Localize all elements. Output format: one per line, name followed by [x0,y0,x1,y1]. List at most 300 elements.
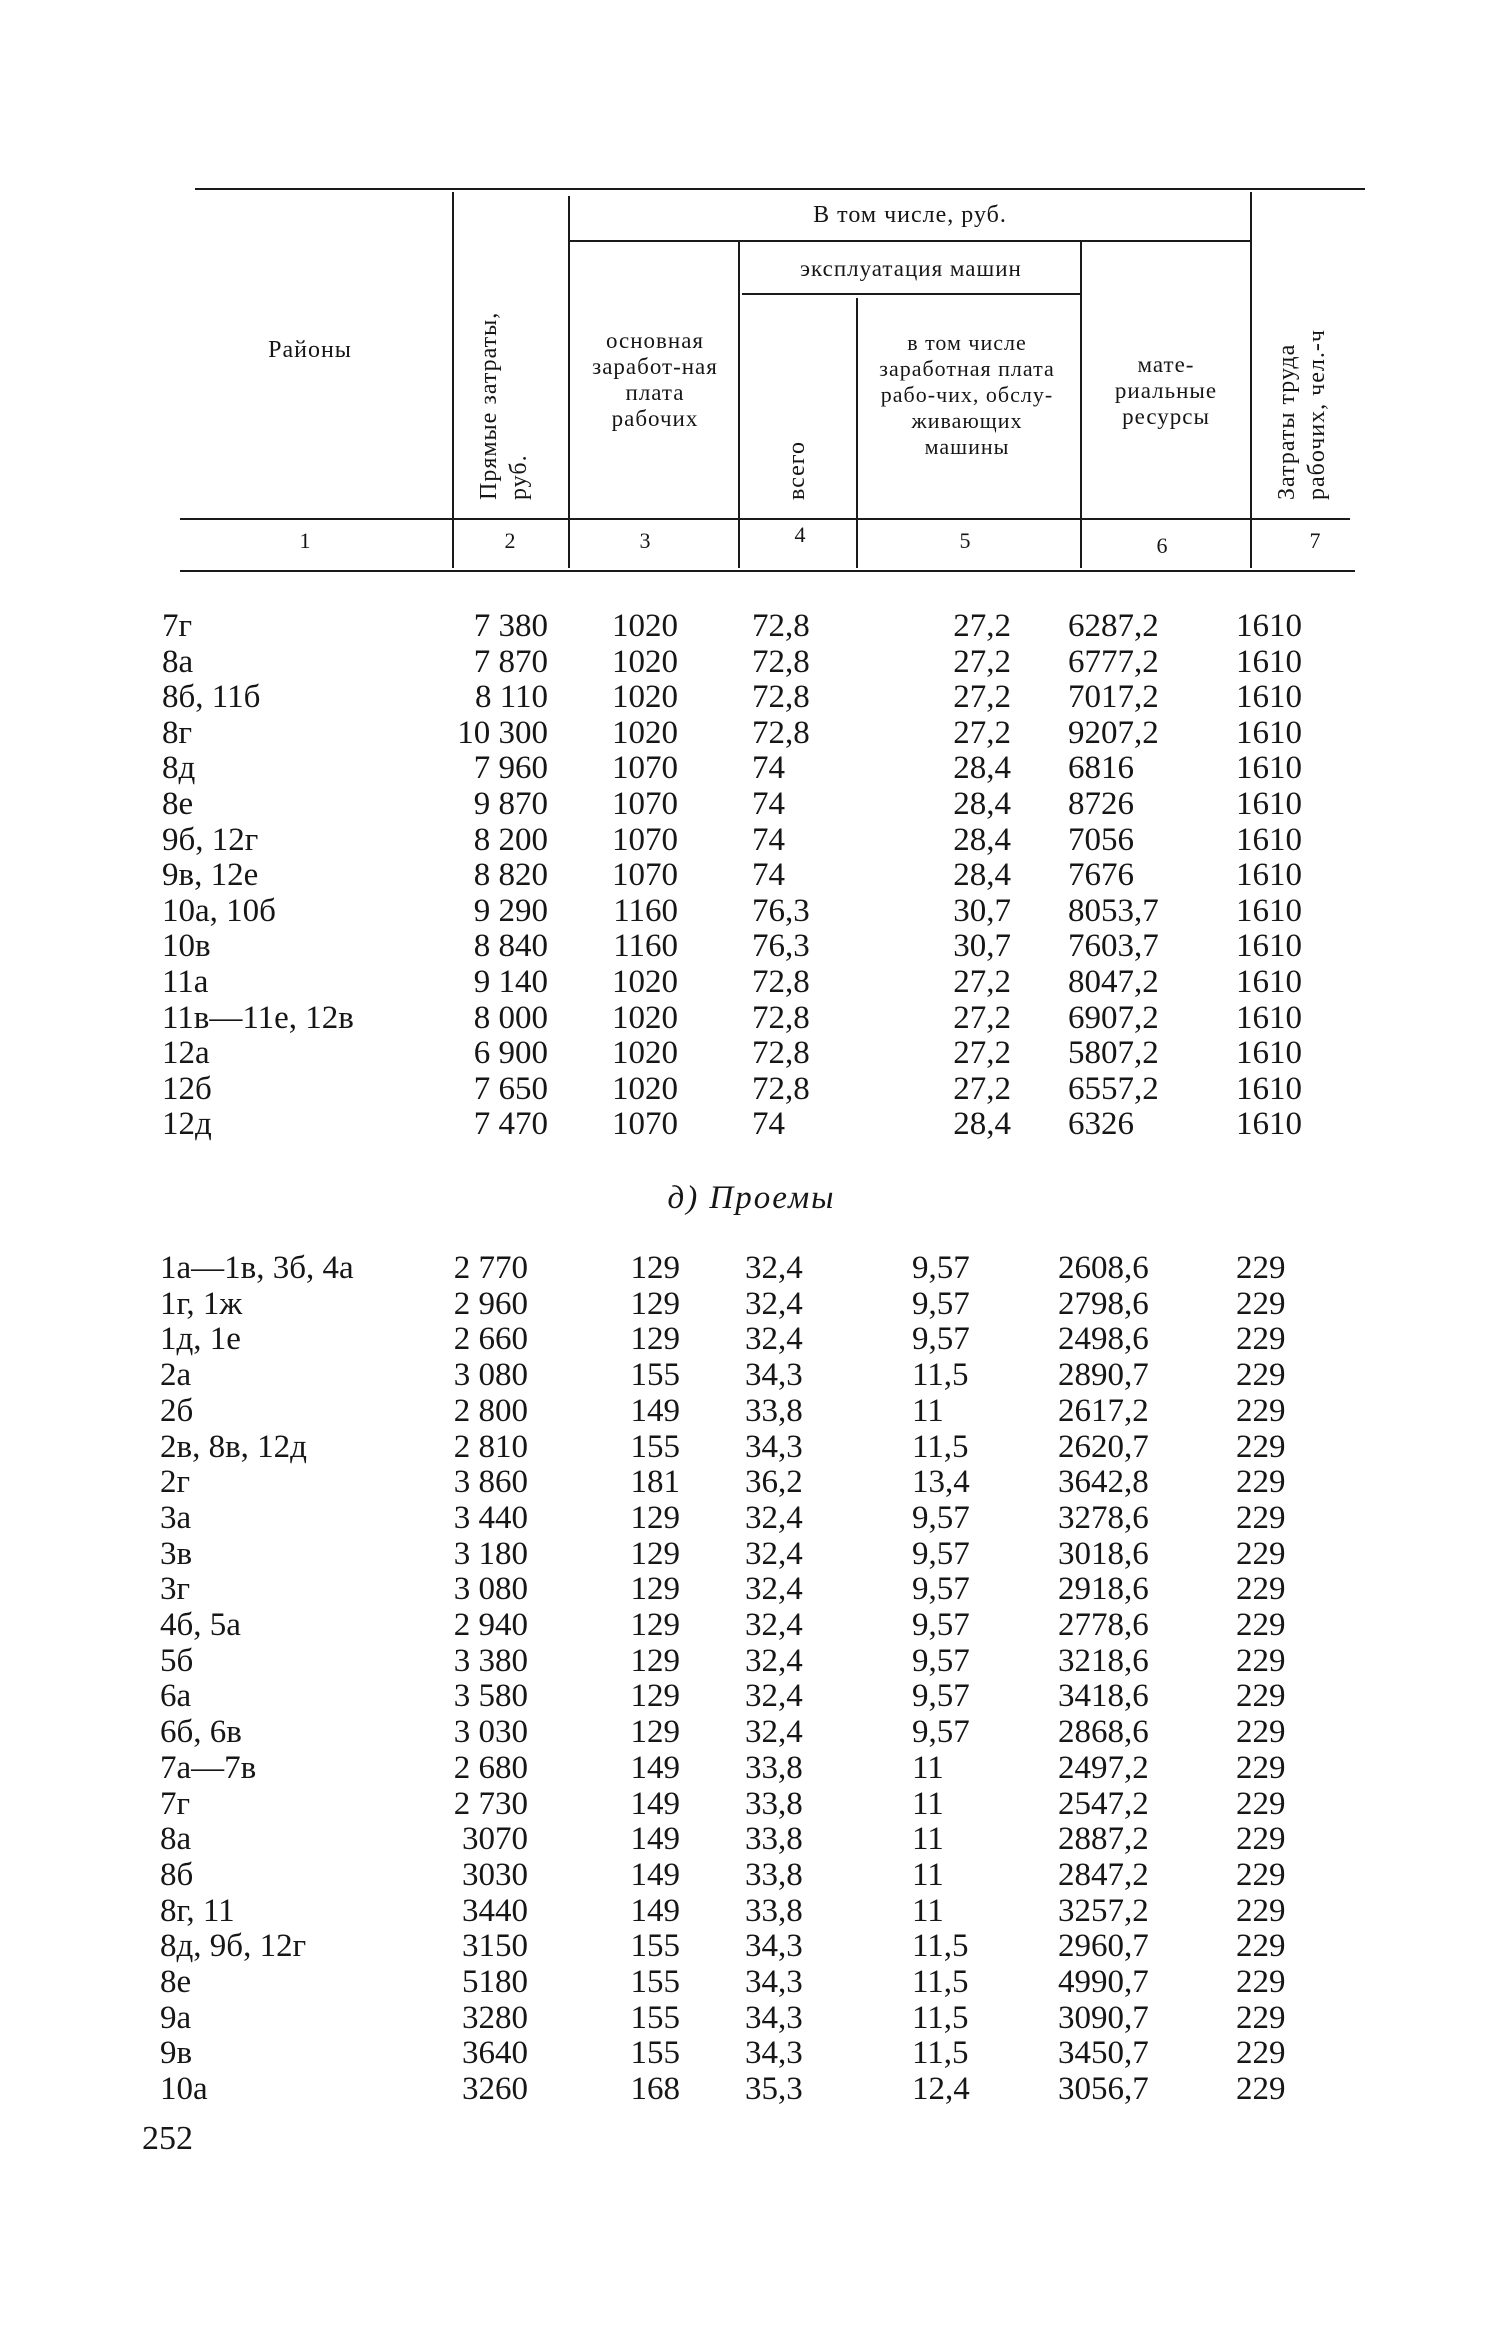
machine-total-cell: 72,8 [752,999,810,1036]
labor-cell: 1610 [1236,608,1302,644]
machine-wage-cell: 27,2 [953,1070,1011,1107]
table-row [0,2035,1503,2071]
direct-cost-cell: 8 200 [473,821,548,858]
direct-cost-cell: 5180 [462,1964,528,2000]
direct-cost-cell: 2 960 [453,1285,528,1322]
materials-cell: 2798,6 [1058,1285,1149,1322]
machine-wage-cell: 28,4 [953,750,1011,787]
machine-wage-cell: 9,57 [912,1321,970,1358]
direct-cost-cell: 7 960 [473,750,548,787]
machine-total-cell: 32,4 [745,1250,803,1286]
machine-total-cell: 32,4 [745,1571,803,1608]
district-cell: 9в, 12е [162,857,259,894]
direct-cost-cell: 3 080 [453,1357,528,1394]
labor-cell: 1610 [1236,999,1302,1036]
district-cell: 8г, 11 [160,1892,235,1929]
machine-total-cell: 74 [752,750,785,787]
base-wage-cell: 129 [630,1321,680,1358]
base-wage-heading: основная заработ-ная плата рабочих [592,328,718,431]
machine-total-cell: 74 [752,1106,785,1143]
machine-total-cell: 33,8 [745,1856,803,1893]
table-row [0,1928,1503,1964]
labor-cell: 1610 [1236,786,1302,822]
base-wage-cell: 149 [630,1749,680,1786]
labor-cell: 229 [1236,1571,1286,1608]
col-divider-5 [1080,242,1082,568]
labor-heading: Затраты труда рабочих, чел.-ч [1274,329,1330,500]
district-cell: 10в [162,928,211,965]
table-row [0,1500,1503,1536]
direct-cost-cell: 3 380 [453,1642,528,1679]
direct-cost-cell: 2 810 [453,1428,528,1465]
base-wage-cell: 129 [630,1250,680,1286]
district-cell: 9в [160,2035,193,2072]
materials-cell: 2887,2 [1058,1821,1149,1858]
district-cell: 1а—1в, 3б, 4а [160,1250,354,1286]
table-row [0,1714,1503,1750]
machine-wage-cell: 27,2 [953,643,1011,680]
col-divider-4 [856,298,858,568]
materials-cell: 2960,7 [1058,1928,1149,1965]
base-wage-cell: 155 [630,1999,680,2036]
labor-cell: 229 [1236,1607,1286,1643]
materials-cell: 2847,2 [1058,1856,1149,1893]
table-row [0,750,1503,786]
direct-cost-cell: 9 290 [473,892,548,929]
materials-cell: 2497,2 [1058,1749,1149,1786]
direct-cost-cell: 3 860 [453,1464,528,1501]
base-wage-cell: 1020 [612,679,678,716]
table-row [0,857,1503,893]
base-wage-cell: 155 [630,1428,680,1465]
district-cell: 8е [160,1964,192,2000]
materials-cell: 2778,6 [1058,1607,1149,1643]
machine-wage-heading: в том числе заработная плата рабо-чих, обслу-живающих машины [879,330,1055,459]
direct-cost-cell: 8 840 [473,928,548,965]
base-wage-cell: 1020 [612,714,678,751]
machine-total-cell: 32,4 [745,1535,803,1572]
machine-wage-cell: 27,2 [953,1035,1011,1072]
district-cell: 8б, 11б [162,679,261,716]
district-cell: 7а—7в [160,1749,257,1786]
materials-cell: 8047,2 [1068,964,1159,1000]
machine-total-cell: 34,3 [745,1999,803,2036]
district-cell: 11в—11е, 12в [162,999,354,1036]
table-row [0,2071,1503,2107]
direct-cost-cell: 3 180 [453,1535,528,1572]
materials-cell: 6326 [1068,1106,1134,1143]
machine-total-cell: 32,4 [745,1714,803,1751]
machine-wage-cell: 9,57 [912,1607,970,1643]
base-wage-cell: 129 [630,1535,680,1572]
table-row [0,2000,1503,2036]
labor-cell: 1610 [1236,1070,1302,1107]
table-row [0,822,1503,858]
labor-cell: 229 [1236,1499,1286,1536]
materials-cell: 6816 [1068,750,1134,787]
base-wage-cell: 1070 [612,857,678,894]
col-number: 2 [504,528,516,553]
labor-cell: 229 [1236,1321,1286,1358]
base-wage-cell: 129 [630,1714,680,1751]
district-cell: 8б [160,1856,194,1893]
base-wage-cell: 129 [630,1285,680,1322]
district-cell: 12а [162,1035,210,1072]
table-row [0,715,1503,751]
machine-wage-cell: 11,5 [912,1428,969,1465]
district-cell: 1г, 1ж [160,1285,243,1322]
labor-cell: 1610 [1236,643,1302,680]
table-row [0,1286,1503,1322]
direct-cost-cell: 3 440 [453,1499,528,1536]
district-cell: 2а [160,1357,192,1394]
district-cell: 2г [160,1464,191,1501]
materials-cell: 4990,7 [1058,1964,1149,2000]
machine-wage-cell: 27,2 [953,608,1011,644]
direct-cost-cell: 7 380 [473,608,548,644]
machine-wage-cell: 9,57 [912,1499,970,1536]
table-row [0,1429,1503,1465]
labor-cell: 229 [1236,1856,1286,1893]
table-row [0,964,1503,1000]
table-row [0,1393,1503,1429]
machine-total-cell: 32,4 [745,1285,803,1322]
district-cell: 3г [160,1571,191,1608]
machine-total-cell: 33,8 [745,1749,803,1786]
labor-cell: 1610 [1236,857,1302,894]
machine-total-cell: 34,3 [745,1357,803,1394]
col-number: 7 [1309,528,1321,553]
table-row [0,679,1503,715]
labor-cell: 1610 [1236,821,1302,858]
machine-total-cell: 76,3 [752,928,810,965]
machine-wage-cell: 27,2 [953,964,1011,1000]
machine-total-cell: 33,8 [745,1392,803,1429]
header-top-rule [195,188,1365,190]
base-wage-cell: 168 [630,2071,680,2108]
direct-cost-cell: 3 030 [453,1714,528,1751]
base-wage-cell: 149 [630,1821,680,1858]
table-row [0,928,1503,964]
machine-total-cell: 34,3 [745,1428,803,1465]
machine-wage-cell: 11 [912,1749,944,1786]
section-title: д) Проемы [667,1180,836,1216]
materials-cell: 7603,7 [1068,928,1159,965]
district-cell: 4б, 5а [160,1607,241,1643]
base-wage-cell: 129 [630,1499,680,1536]
labor-cell: 229 [1236,1714,1286,1751]
machine-wage-cell: 9,57 [912,1642,970,1679]
machine-total-cell: 32,4 [745,1321,803,1358]
direct-cost-cell: 7 870 [473,643,548,680]
materials-cell: 8053,7 [1068,892,1159,929]
materials-heading: мате-риальные ресурсы [1114,352,1218,429]
direct-cost-cell: 3260 [462,2071,528,2108]
materials-cell: 3218,6 [1058,1642,1149,1679]
base-wage-cell: 1020 [612,1035,678,1072]
labor-cell: 1610 [1236,1106,1302,1143]
district-cell: 8г [162,714,193,751]
machine-wage-cell: 11 [912,1785,944,1822]
materials-cell: 2498,6 [1058,1321,1149,1358]
base-wage-cell: 129 [630,1607,680,1643]
direct-cost-cell: 2 940 [453,1607,528,1643]
machine-wage-cell: 27,2 [953,714,1011,751]
machine-wage-cell: 9,57 [912,1714,970,1751]
base-wage-cell: 1070 [612,786,678,822]
col-number: 1 [299,528,311,553]
table-row [0,1571,1503,1607]
base-wage-cell: 181 [630,1464,680,1501]
materials-cell: 2608,6 [1058,1250,1149,1286]
base-wage-cell: 155 [630,2035,680,2072]
table-row [0,1786,1503,1822]
machine-total-cell: 34,3 [745,1928,803,1965]
machine-total-cell: 33,8 [745,1785,803,1822]
labor-cell: 229 [1236,1392,1286,1429]
materials-cell: 6557,2 [1068,1070,1159,1107]
district-cell: 8е [162,786,194,822]
district-cell: 3в [160,1535,193,1572]
table-row [0,1464,1503,1500]
base-wage-cell: 1020 [612,1070,678,1107]
machine-total-cell: 33,8 [745,1821,803,1858]
table-row [0,893,1503,929]
labor-cell: 229 [1236,1821,1286,1858]
base-wage-cell: 1020 [612,964,678,1000]
materials-cell: 2617,2 [1058,1392,1149,1429]
table-row [0,1321,1503,1357]
machine-wage-cell: 9,57 [912,1678,970,1715]
base-wage-cell: 1070 [612,750,678,787]
including-heading: В том числе, руб. [813,202,1007,228]
table-row [0,1857,1503,1893]
materials-cell: 6287,2 [1068,608,1159,644]
machine-total-cell: 74 [752,821,785,858]
table-row [0,786,1503,822]
base-wage-cell: 149 [630,1856,680,1893]
machine-wage-cell: 11,5 [912,1999,969,2036]
machine-wage-cell: 12,4 [912,2071,970,2108]
labor-cell: 229 [1236,1678,1286,1715]
machine-wage-cell: 11 [912,1821,944,1858]
direct-cost-cell: 3640 [462,2035,528,2072]
district-cell: 8а [160,1821,192,1858]
district-cell: 12б [162,1070,212,1107]
district-cell: 5б [160,1642,194,1679]
district-cell: 12д [162,1106,212,1143]
labor-cell: 229 [1236,2071,1286,2108]
materials-cell: 3642,8 [1058,1464,1149,1501]
machine-total-cell: 32,4 [745,1607,803,1643]
table-row [0,1678,1503,1714]
machine-total-cell: 32,4 [745,1499,803,1536]
base-wage-cell: 1160 [613,928,678,965]
district-cell: 6б, 6в [160,1714,242,1751]
base-wage-cell: 1160 [613,892,678,929]
col-number: 6 [1156,533,1168,558]
col-divider-2 [568,196,570,568]
machine-wage-cell: 28,4 [953,821,1011,858]
machine-total-cell: 36,2 [745,1464,803,1501]
materials-cell: 9207,2 [1068,714,1159,751]
machine-wage-cell: 28,4 [953,786,1011,822]
materials-cell: 3418,6 [1058,1678,1149,1715]
districts-heading: Районы [268,337,352,363]
district-cell: 1д, 1е [160,1321,241,1358]
materials-cell: 2918,6 [1058,1571,1149,1608]
labor-cell: 229 [1236,1250,1286,1286]
materials-cell: 3090,7 [1058,1999,1149,2036]
machine-wage-cell: 11,5 [912,2035,969,2072]
machine-total-cell: 34,3 [745,2035,803,2072]
labor-cell: 229 [1236,1642,1286,1679]
labor-cell: 1610 [1236,928,1302,965]
machine-wage-cell: 11 [912,1392,944,1429]
machine-wage-cell: 9,57 [912,1250,970,1286]
table-row [0,1250,1503,1286]
machine-total-cell: 72,8 [752,643,810,680]
labor-cell: 229 [1236,1928,1286,1965]
labor-cell: 229 [1236,1535,1286,1572]
machine-total-cell: 35,3 [745,2071,803,2108]
machine-wage-cell: 11,5 [912,1964,969,2000]
machine-total-cell: 72,8 [752,608,810,644]
labor-cell: 1610 [1236,750,1302,787]
labor-cell: 1610 [1236,1035,1302,1072]
direct-cost-cell: 3150 [462,1928,528,1965]
labor-cell: 229 [1236,1785,1286,1822]
district-cell: 11а [162,964,209,1000]
labor-cell: 1610 [1236,714,1302,751]
direct-cost-cell: 10 300 [457,714,548,751]
materials-cell: 7017,2 [1068,679,1159,716]
district-cell: 8а [162,643,194,680]
direct-cost-cell: 6 900 [473,1035,548,1072]
materials-cell: 3450,7 [1058,2035,1149,2072]
materials-cell: 2620,7 [1058,1428,1149,1465]
base-wage-cell: 149 [630,1892,680,1929]
machine-wage-cell: 30,7 [953,892,1011,929]
direct-cost-cell: 3070 [462,1821,528,1858]
table-row [0,1357,1503,1393]
including-under-rule [570,240,1250,242]
labor-cell: 229 [1236,1357,1286,1394]
direct-cost-cell: 3280 [462,1999,528,2036]
machine-total-cell: 72,8 [752,1070,810,1107]
materials-cell: 2868,6 [1058,1714,1149,1751]
labor-cell: 1610 [1236,964,1302,1000]
table-row [0,608,1503,644]
machine-total-cell: 32,4 [745,1678,803,1715]
materials-cell: 5807,2 [1068,1035,1159,1072]
page-number: 252 [142,2120,193,2157]
district-cell: 9а [160,1999,192,2036]
machine-total-cell: 33,8 [745,1892,803,1929]
col-divider-1 [452,192,454,568]
district-cell: 10а [160,2071,208,2108]
direct-cost-cell: 7 650 [473,1070,548,1107]
direct-cost-cell: 9 870 [473,786,548,822]
machine-operation-heading: эксплуатация машин [800,256,1022,281]
base-wage-cell: 1020 [612,608,678,644]
table-row [0,1607,1503,1643]
machine-total-cell: 72,8 [752,714,810,751]
materials-cell: 7676 [1068,857,1134,894]
district-cell: 10а, 10б [162,892,276,929]
table-row [0,1071,1503,1107]
machine-wage-cell: 11 [912,1892,944,1929]
direct-cost-cell: 2 730 [453,1785,528,1822]
materials-cell: 6777,2 [1068,643,1159,680]
table-row [0,1964,1503,2000]
materials-cell: 3278,6 [1058,1499,1149,1536]
direct-cost-cell: 9 140 [473,964,548,1000]
machine-wage-cell: 30,7 [953,928,1011,965]
materials-cell: 3018,6 [1058,1535,1149,1572]
direct-cost-cell: 8 110 [474,679,548,716]
col-number: 5 [959,528,971,553]
col-divider-6 [1250,192,1252,568]
col-divider-3 [738,242,740,568]
machine-wage-cell: 27,2 [953,679,1011,716]
base-wage-cell: 1020 [612,643,678,680]
direct-cost-cell: 8 820 [473,857,548,894]
base-wage-cell: 1070 [612,1106,678,1143]
district-cell: 2б [160,1392,194,1429]
labor-cell: 1610 [1236,892,1302,929]
base-wage-cell: 155 [630,1928,680,1965]
table-row [0,1643,1503,1679]
direct-cost-cell: 2 680 [453,1749,528,1786]
machine-total-heading: всего [784,440,810,500]
table-row [0,1536,1503,1572]
district-cell: 8д, 9б, 12г [160,1928,307,1965]
table-row [0,1106,1503,1142]
district-cell: 2в, 8в, 12д [160,1428,307,1465]
machine-total-cell: 32,4 [745,1642,803,1679]
machine-under-rule [742,293,1080,295]
materials-cell: 3056,7 [1058,2071,1149,2108]
header-bottom-rule [180,518,1350,520]
base-wage-cell: 129 [630,1678,680,1715]
labor-cell: 229 [1236,1892,1286,1929]
colnum-bottom-rule [180,570,1355,572]
machine-wage-cell: 13,4 [912,1464,970,1501]
labor-cell: 229 [1236,2035,1286,2072]
base-wage-cell: 155 [630,1357,680,1394]
base-wage-cell: 1020 [612,999,678,1036]
materials-cell: 2547,2 [1058,1785,1149,1822]
direct-cost-cell: 3030 [462,1856,528,1893]
labor-cell: 229 [1236,1285,1286,1322]
machine-wage-cell: 9,57 [912,1535,970,1572]
table-row [0,1893,1503,1929]
direct-cost-cell: 2 660 [453,1321,528,1358]
district-cell: 8д [162,750,196,787]
machine-wage-cell: 28,4 [953,1106,1011,1143]
direct-cost-cell: 8 000 [473,999,548,1036]
labor-cell: 229 [1236,1428,1286,1465]
col-number: 3 [639,528,651,553]
machine-total-cell: 72,8 [752,964,810,1000]
machine-total-cell: 34,3 [745,1964,803,2000]
machine-total-cell: 76,3 [752,892,810,929]
district-cell: 7г [162,608,193,644]
machine-wage-cell: 9,57 [912,1571,970,1608]
labor-cell: 1610 [1236,679,1302,716]
col-number: 4 [794,522,806,547]
